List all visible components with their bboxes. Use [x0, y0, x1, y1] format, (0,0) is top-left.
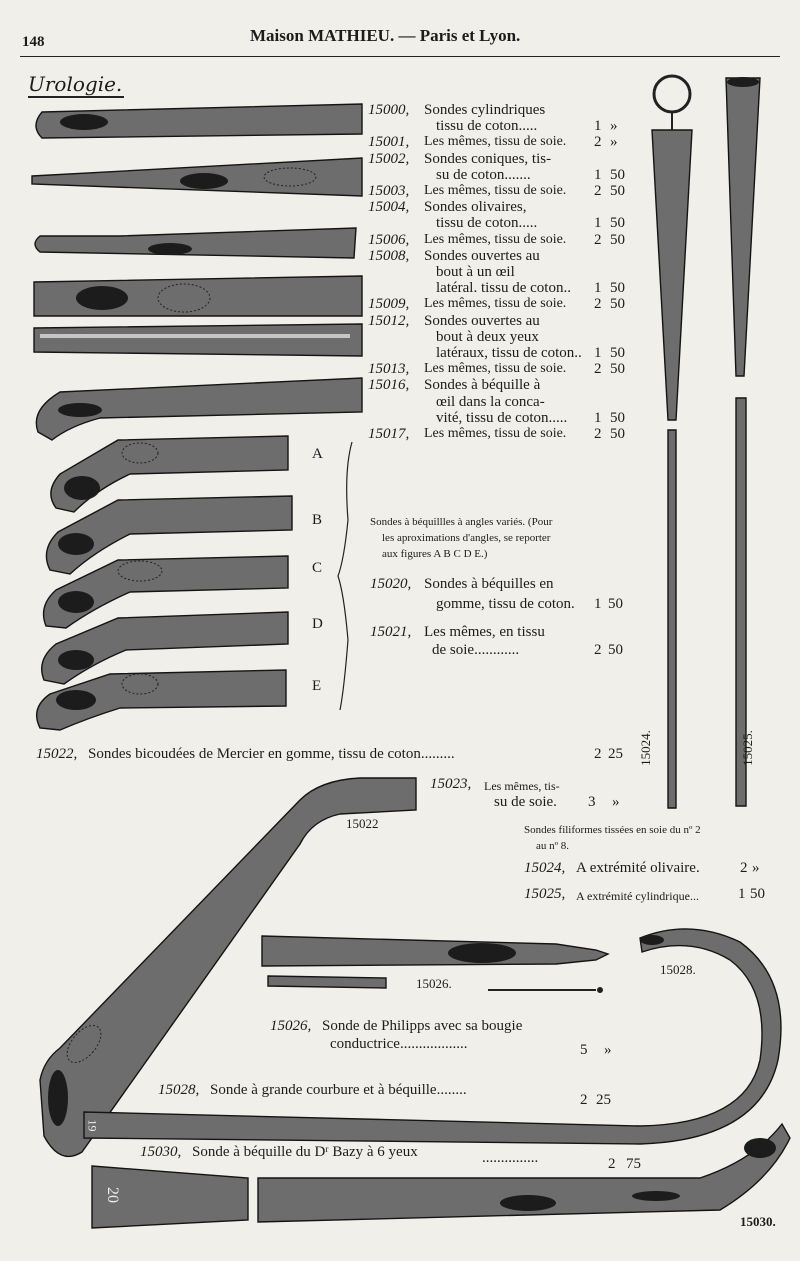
figure-label-15030: 15030.	[740, 1214, 776, 1229]
entry-15023-line-2: su de soie.	[494, 794, 557, 810]
entry-price-cents: 50	[610, 410, 625, 426]
filiform-note-line-1: Sondes filiformes tissées en soie du nº 2	[524, 824, 701, 836]
entry-15022-price-cents: 25	[608, 746, 623, 762]
entry-15028-code: 15028,	[158, 1082, 200, 1098]
entry-15024-price-cents: »	[752, 860, 760, 876]
entry-15028-desc: Sonde à grande courbure et à béquille........	[210, 1082, 467, 1098]
angle-letter-c: C	[312, 560, 323, 576]
entry-15021-line-1: Les mêmes, en tissu	[424, 624, 545, 640]
section-title: Urologie.	[28, 72, 123, 96]
entry-15020-line-2: gomme, tissu de coton.	[436, 596, 575, 612]
entry-15021-price-francs: 2	[594, 642, 602, 658]
entry-code: 15012,	[368, 313, 410, 329]
angle-note-line-3: aux figures A B C D E.)	[382, 548, 488, 560]
entry-15025-code: 15025,	[524, 886, 566, 902]
entry-15025-price-francs: 1	[738, 886, 746, 902]
entry-15026-line-1: Sonde de Philipps avec sa bougie	[322, 1018, 523, 1034]
catheter-elbowed-illustration	[36, 378, 362, 440]
entry-description: tissu de coton.....	[436, 118, 538, 134]
figure-label-15022: 15022	[346, 816, 379, 831]
entry-price-francs: 2	[594, 134, 602, 150]
entry-15021-code: 15021,	[370, 624, 412, 640]
entry-description: Sondes olivaires,	[424, 199, 527, 215]
entry-price-francs: 2	[594, 183, 602, 199]
entry-15026-line-2: conductrice..................	[330, 1036, 468, 1052]
entry-price-cents: 50	[610, 345, 625, 361]
entry-15021-line-2: de soie............	[432, 642, 520, 658]
entry-description: su de coton.......	[436, 167, 531, 183]
page-header-title: Maison MATHIEU. — Paris et Lyon.	[250, 26, 521, 45]
entry-description: vité, tissu de coton.....	[436, 410, 568, 426]
entry-15023-price-francs: 3	[588, 794, 596, 810]
entry-description: Les mêmes, tissu de soie.	[424, 361, 567, 376]
entry-15021-price-cents: 50	[608, 642, 623, 658]
angle-letter-a: A	[312, 446, 323, 462]
entry-description: Sondes cylindriques	[424, 102, 546, 118]
entry-15024-price-francs: 2	[740, 860, 748, 876]
entry-15028-price-francs: 2	[580, 1092, 588, 1108]
filiform-note-line-2: au nº 8.	[536, 840, 570, 852]
entry-price-cents: 50	[610, 232, 625, 248]
catheter-open-one-eye-illustration	[34, 276, 362, 316]
entry-price-francs: 1	[594, 410, 602, 426]
entry-15030-price-francs: 2	[608, 1156, 616, 1172]
entry-code: 15000,	[368, 102, 410, 118]
catheter-open-two-eyes-illustration	[34, 324, 362, 356]
angle-note-line-2: les aproximations d'angles, se reporter	[382, 532, 551, 544]
entry-15022-desc: Sondes bicoudées de Mercier en gomme, tissu de coton.........	[88, 746, 455, 762]
entry-15025-desc: A extrémité cylindrique...	[576, 889, 699, 903]
entry-15030-code: 15030,	[140, 1144, 182, 1160]
figure-label-15028: 15028.	[660, 962, 696, 977]
catheter-conical-illustration	[32, 158, 362, 196]
page-number: 148	[22, 34, 45, 50]
entry-15023-price-cents: »	[612, 794, 620, 810]
angle-letter-e: E	[312, 678, 322, 694]
entry-description: Les mêmes, tissu de soie.	[424, 232, 567, 247]
catheter-mercier-bicoude-illustration	[40, 778, 416, 1156]
entry-price-cents: 50	[610, 361, 625, 377]
entry-description: œil dans la conca-	[436, 394, 545, 410]
entry-15024-code: 15024,	[524, 860, 566, 876]
entry-price-cents: 50	[610, 183, 625, 199]
entry-price-francs: 2	[594, 361, 602, 377]
entry-15020-price-francs: 1	[594, 596, 602, 612]
entry-code: 15006,	[368, 232, 410, 248]
entry-code: 15009,	[368, 296, 410, 312]
entry-price-francs: 2	[594, 296, 602, 312]
figure-label-15026: 15026.	[416, 976, 452, 991]
entry-price-francs: 1	[594, 345, 602, 361]
entry-15026-code: 15026,	[270, 1018, 312, 1034]
filiform-olivary-illustration	[652, 76, 692, 808]
entry-price-francs: 2	[594, 426, 602, 442]
entry-price-francs: 1	[594, 167, 602, 183]
entry-description: bout à un œil	[436, 264, 515, 280]
entry-description: Sondes coniques, tis-	[424, 151, 552, 167]
angle-letter-d: D	[312, 616, 323, 632]
entry-description: Sondes à béquille à	[424, 377, 541, 393]
catheter-olivary-illustration	[35, 228, 356, 258]
entry-description: Les mêmes, tissu de soie.	[424, 183, 567, 198]
entry-code: 15004,	[368, 199, 410, 215]
figure-label-15025: 15025.	[739, 730, 755, 766]
entry-code: 15017,	[368, 426, 410, 442]
entry-description: latéraux, tissu de coton..	[436, 345, 582, 361]
entry-description: Sondes ouvertes au	[424, 313, 540, 329]
figure-label-15024: 15024.	[637, 730, 653, 766]
entry-15024-desc: A extrémité olivaire.	[576, 860, 700, 876]
entry-15030-price-cents: 75	[626, 1156, 641, 1172]
engraved-size-20: 20	[104, 1187, 121, 1203]
entry-15020-code: 15020,	[370, 576, 412, 592]
entry-15020-price-cents: 50	[608, 596, 623, 612]
entry-code: 15001,	[368, 134, 410, 150]
entry-description: Les mêmes, tissu de soie.	[424, 134, 567, 149]
entry-price-francs: 1	[594, 215, 602, 231]
entry-price-cents: 50	[610, 215, 625, 231]
entry-code: 15002,	[368, 151, 410, 167]
entry-code: 15013,	[368, 361, 410, 377]
entry-15020-line-1: Sondes à béquilles en	[424, 576, 554, 592]
catheter-cylindrical-illustration	[36, 104, 362, 138]
entry-price-francs: 1	[594, 118, 602, 134]
entry-price-cents: 50	[610, 426, 625, 442]
entry-code: 15016,	[368, 377, 410, 393]
angled-catheter-e-illustration	[37, 670, 286, 730]
entry-price-cents: 50	[610, 280, 625, 296]
entry-description: Les mêmes, tissu de soie.	[424, 426, 567, 441]
entry-price-cents: »	[610, 134, 618, 150]
entry-15030-desc: Sonde à béquille du Dʳ Bazy à 6 yeux	[192, 1144, 418, 1160]
entry-price-cents: 50	[610, 167, 625, 183]
entry-15022-price-francs: 2	[594, 746, 602, 762]
entry-price-cents: »	[610, 118, 618, 134]
entry-description: Sondes ouvertes au	[424, 248, 540, 264]
entry-code: 15008,	[368, 248, 410, 264]
entry-price-cents: 50	[610, 296, 625, 312]
entry-description: tissu de coton.....	[436, 215, 538, 231]
bracket	[338, 442, 352, 710]
entry-15028-price-cents: 25	[596, 1092, 611, 1108]
entry-description: latéral. tissu de coton..	[436, 280, 571, 296]
entry-15025-price-cents: 50	[750, 886, 765, 902]
entry-price-francs: 1	[594, 280, 602, 296]
entry-15023-line-1: Les mêmes, tis-	[484, 779, 560, 793]
angle-note-line-1: Sondes à béquillles à angles variés. (Pour	[370, 516, 553, 528]
entry-description: Les mêmes, tissu de soie.	[424, 296, 567, 311]
entry-15030-dots: ...............	[482, 1150, 539, 1166]
entry-15023-code: 15023,	[430, 776, 472, 792]
filiform-cylindrical-illustration	[726, 77, 760, 806]
entry-15022-code: 15022,	[36, 746, 78, 762]
entry-15026-price-cents: »	[604, 1042, 612, 1058]
entry-code: 15003,	[368, 183, 410, 199]
entry-15026-price-francs: 5	[580, 1042, 588, 1058]
entry-price-francs: 2	[594, 232, 602, 248]
engraved-size-19: 19	[85, 1119, 100, 1132]
angle-letter-b: B	[312, 512, 323, 528]
entry-description: bout à deux yeux	[436, 329, 539, 345]
